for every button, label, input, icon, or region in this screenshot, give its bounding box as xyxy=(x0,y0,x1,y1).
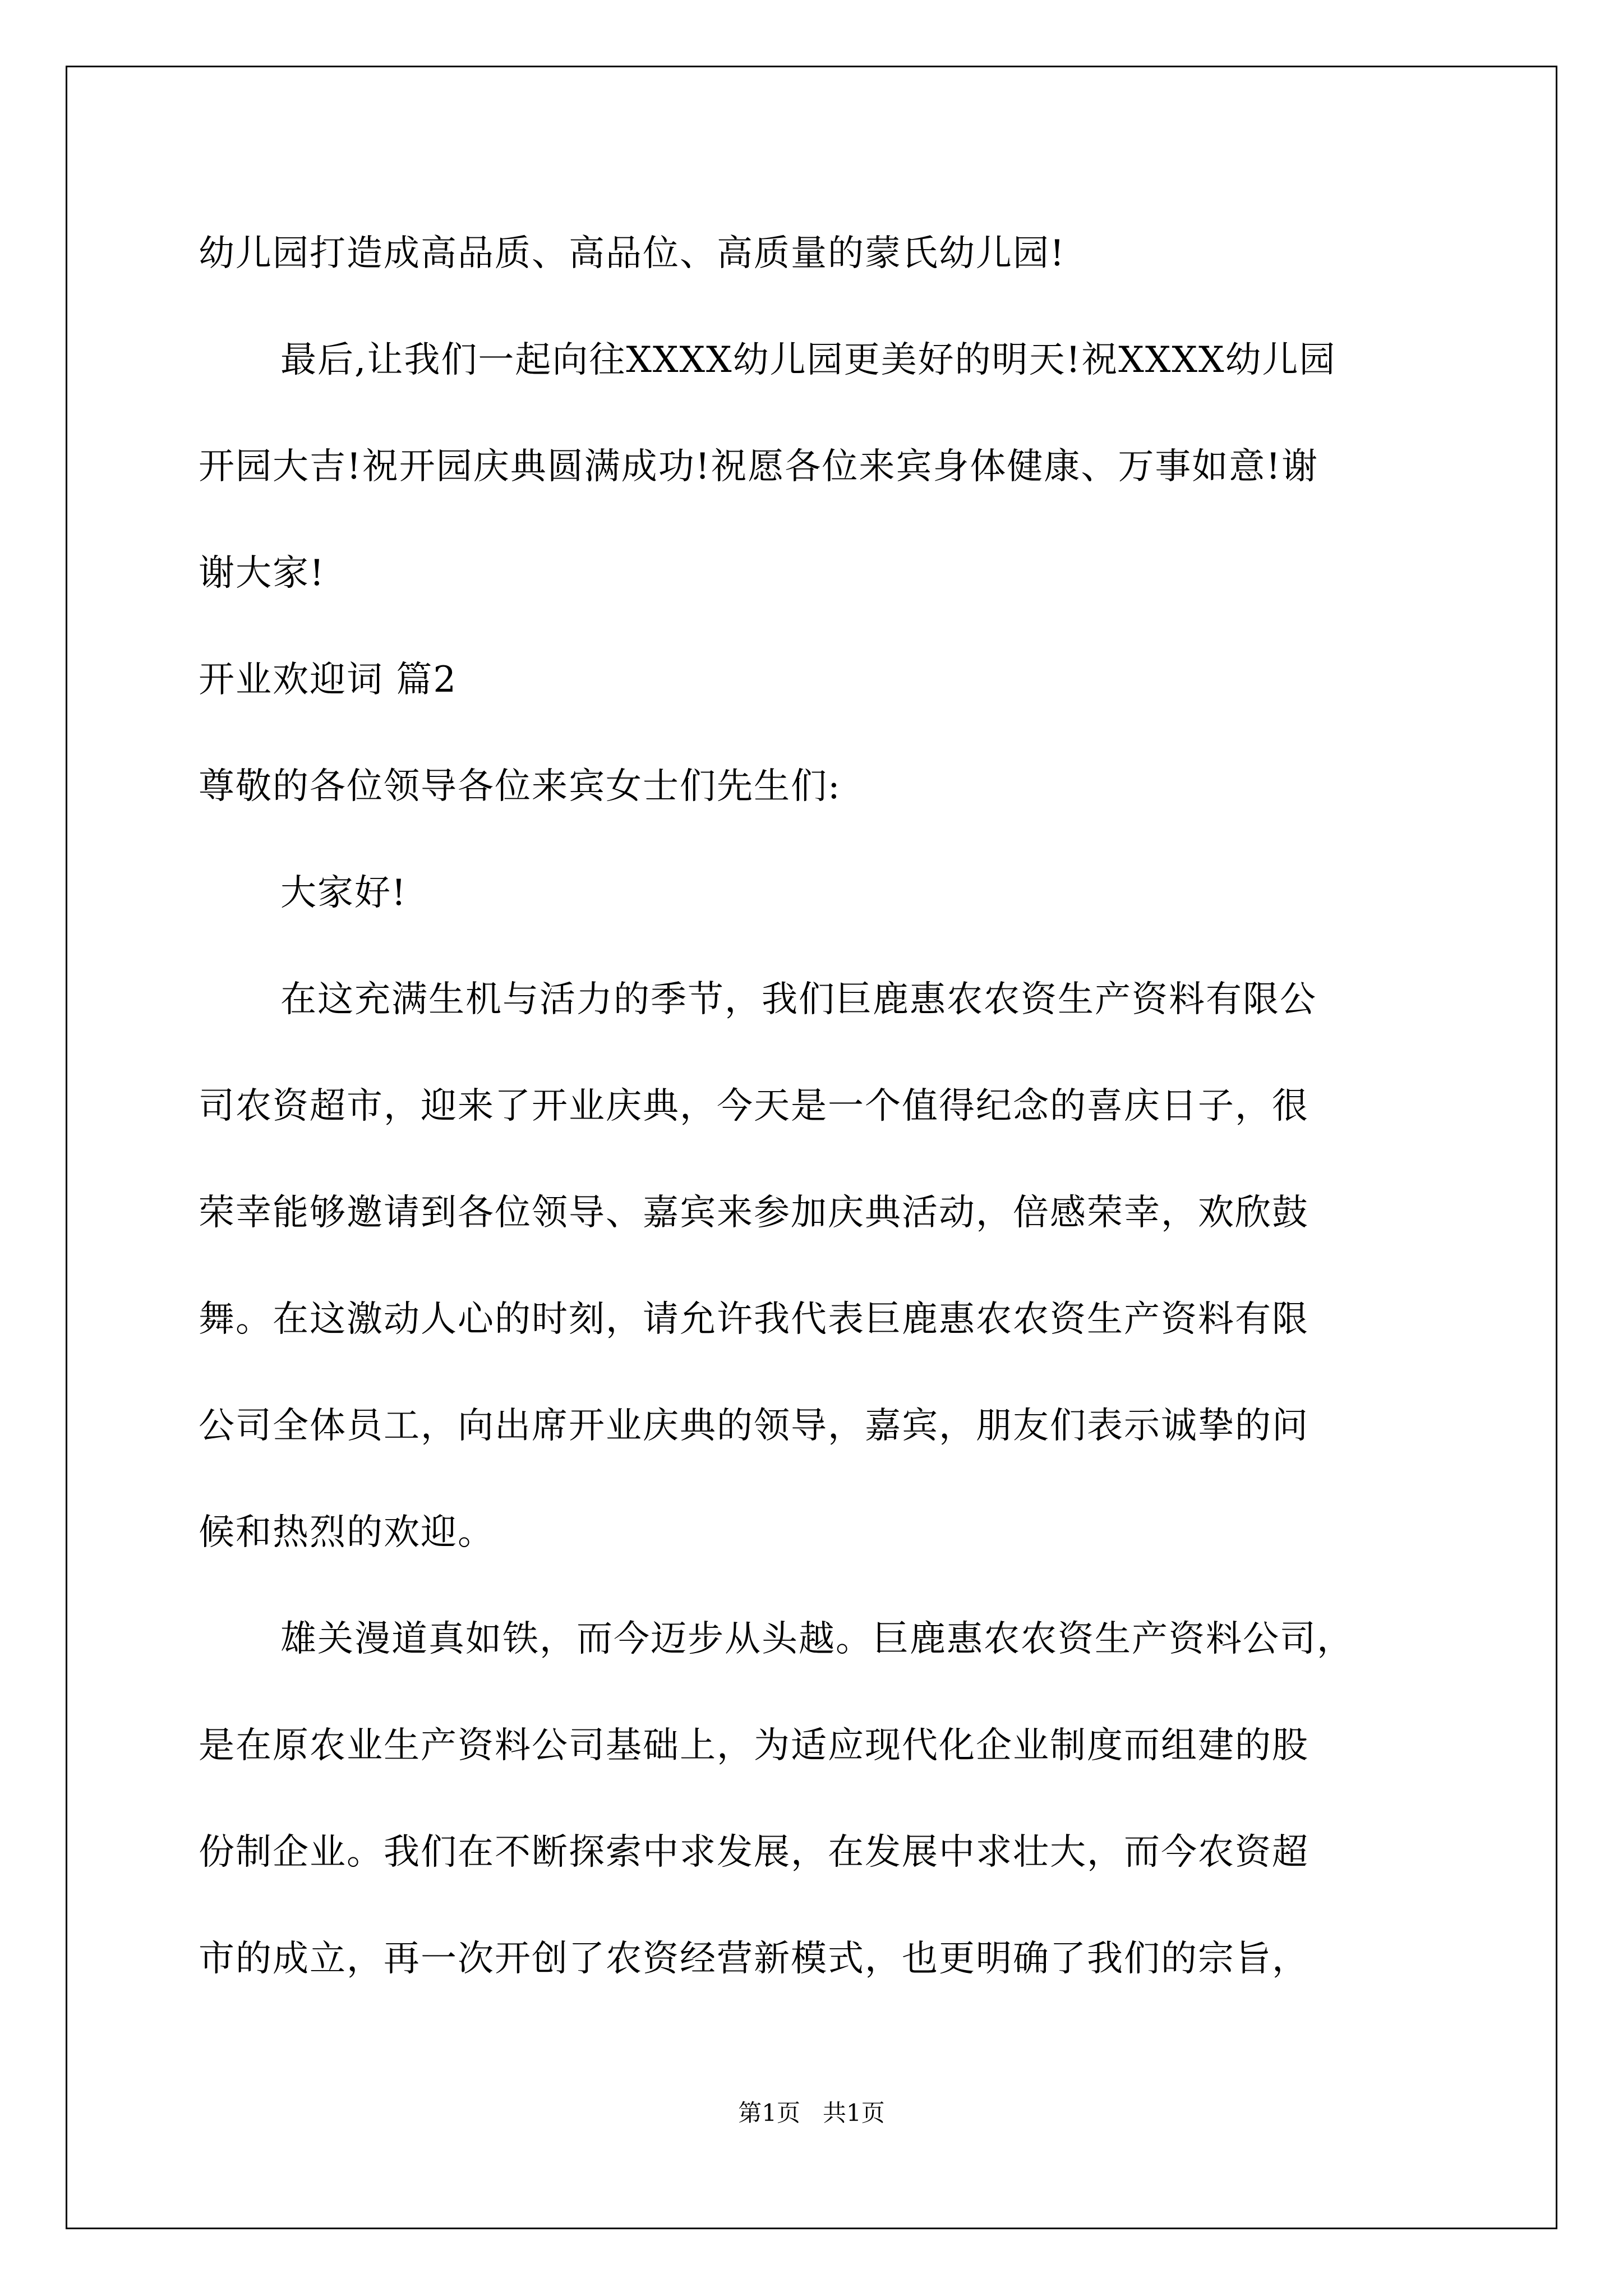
salutation: 尊敬的各位领导各位来宾女士们先生们: xyxy=(199,766,841,807)
text-line: 司农资超市，迎来了开业庆典，今天是一个值得纪念的喜庆日子，很 xyxy=(199,1085,1309,1127)
text-line: 幼儿园打造成高品质、高品位、高质量的蒙氏幼儿园! xyxy=(199,233,1066,274)
text-line: 公司全体员工，向出席开业庆典的领导，嘉宾，朋友们表示诚挚的问 xyxy=(199,1405,1309,1447)
text-line: 在这充满生机与活力的季节，我们巨鹿惠农农资生产资料有限公 xyxy=(280,979,1317,1020)
text-line: 舞。在这激动人心的时刻，请允许我代表巨鹿惠农农资生产资料有限 xyxy=(199,1299,1309,1340)
text-line: 谢大家! xyxy=(199,553,325,594)
page-number: 第1页 共1页 xyxy=(738,2099,885,2127)
text-line: 是在原农业生产资料公司基础上，为适应现代化企业制度而组建的股 xyxy=(199,1725,1309,1766)
text-line: 市的成立，再一次开创了农资经营新模式，也更明确了我们的宗旨， xyxy=(199,1938,1309,1980)
text-line: 荣幸能够邀请到各位领导、嘉宾来参加庆典活动，倍感荣幸，欢欣鼓 xyxy=(199,1192,1309,1234)
text-line: 雄关漫道真如铁，而今迈步从头越。巨鹿惠农农资生产资料公司， xyxy=(280,1618,1354,1660)
section-heading: 开业欢迎词 篇2 xyxy=(199,659,458,701)
greeting: 大家好! xyxy=(280,872,407,914)
text-line: 份制企业。我们在不断探索中求发展，在发展中求壮大，而今农资超 xyxy=(199,1832,1309,1873)
page-border xyxy=(66,66,1557,2229)
text-line: 最后,让我们一起向往XXXX幼儿园更美好的明天!祝XXXX幼儿园 xyxy=(280,339,1336,381)
text-line: 候和热烈的欢迎。 xyxy=(199,1512,495,1553)
text-line: 开园大吉!祝开园庆典圆满成功!祝愿各位来宾身体健康、万事如意!谢 xyxy=(199,446,1319,487)
